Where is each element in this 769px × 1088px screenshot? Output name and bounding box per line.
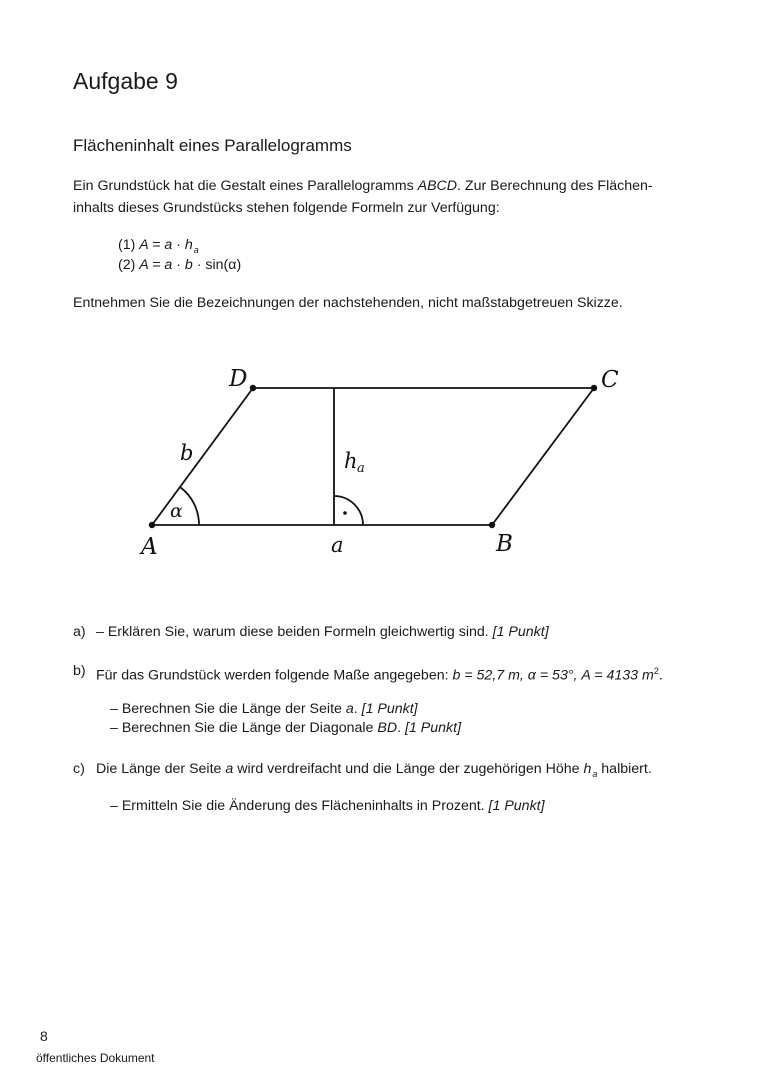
task-b-intro: Für das Grundstück werden folgende Maße angegeben: xyxy=(96,667,453,684)
formula-2 xyxy=(118,256,241,275)
task-c-text xyxy=(96,760,652,780)
side-da xyxy=(152,388,253,525)
intro-paragraph xyxy=(73,175,695,219)
angle-alpha-arc xyxy=(180,487,199,525)
label-angle-alpha: α xyxy=(170,500,183,522)
task-c-text-1: Die Länge der Seite xyxy=(96,761,226,777)
instruction-text: Entnehmen Sie die Bezeichnungen der nachstehenden, nicht maßstabgetreuen Skizze. xyxy=(73,295,623,311)
task-c-text-2: wird verdreifacht und die Länge der zugehörigen Höhe xyxy=(233,761,584,777)
formula-2-expression: A = a · b xyxy=(139,257,193,273)
task-b-sub-1-var: a xyxy=(345,701,354,717)
parallelogram-sketch xyxy=(0,350,769,590)
label-side-b: b xyxy=(180,441,194,465)
task-c-sub-points: [1 Punkt] xyxy=(488,798,545,814)
task-b-end: . xyxy=(658,667,663,684)
task-c-h: h xyxy=(583,761,592,777)
point-b xyxy=(489,522,495,528)
formula-1-number: (1) xyxy=(118,237,140,253)
task-a-question: – Erklären Sie, warum diese beiden Formeln gleichwertig sind. xyxy=(96,624,493,640)
task-a-points: [1 Punkt] xyxy=(492,624,549,640)
task-b-exponent: 2 xyxy=(653,666,659,676)
task-b-values: b = 52,7 m, α = 53°, A = 4133 m xyxy=(452,667,654,684)
task-b-sub-2-points: [1 Punkt] xyxy=(405,720,462,736)
task-b-sub-2 xyxy=(110,719,461,738)
intro-abcd: ABCD xyxy=(417,178,458,194)
task-b-label: b) xyxy=(73,663,86,679)
task-c-text-3: halbiert. xyxy=(597,761,652,777)
side-bc xyxy=(492,388,594,525)
task-c-sub-text: – Ermitteln Sie die Änderung des Flächeninhalts in Prozent. xyxy=(110,798,489,814)
label-height: h xyxy=(344,449,358,473)
task-b-sub-1-text: – Berechnen Sie die Länge der Seite xyxy=(110,701,346,717)
task-c-sub xyxy=(110,797,545,816)
page-number: 8 xyxy=(40,1028,48,1044)
section-subtitle: Flächeninhalt eines Parallelogramms xyxy=(73,136,352,155)
footer-note: öffentliches Dokument xyxy=(36,1051,155,1065)
task-b-sub-1-end: . xyxy=(353,701,362,717)
formula-2-tail: · sin(α) xyxy=(192,257,242,273)
label-vertex-c: C xyxy=(601,367,619,393)
task-b-text xyxy=(96,662,663,686)
task-b-sub-1-points: [1 Punkt] xyxy=(361,701,418,717)
right-angle-dot xyxy=(343,511,347,515)
task-a-label: a) xyxy=(73,624,86,640)
intro-text-2: . Zur Berechnung des Flächen- xyxy=(457,178,653,194)
page-title: Aufgabe 9 xyxy=(73,68,178,94)
point-a xyxy=(149,522,155,528)
intro-text-3: inhalts dieses Grundstücks stehen folgende Formeln zur Verfügung: xyxy=(73,200,500,216)
label-vertex-a: A xyxy=(141,534,158,560)
task-c-h-subscript: a xyxy=(592,769,598,779)
formula-1 xyxy=(118,236,199,256)
task-b-sub-2-end: . xyxy=(397,720,406,736)
task-b-sub-2-text: – Berechnen Sie die Länge der Diagonale xyxy=(110,720,378,736)
task-b-sub-2-var: BD xyxy=(377,720,398,736)
label-side-a: a xyxy=(331,533,344,557)
formula-1-subscript: a xyxy=(193,245,199,255)
point-c xyxy=(591,385,597,391)
point-d xyxy=(250,385,256,391)
formula-1-expression: A = a · h xyxy=(139,237,193,253)
task-c-var: a xyxy=(225,761,234,777)
label-vertex-d: D xyxy=(229,366,248,392)
task-c-label: c) xyxy=(73,761,85,777)
right-angle-arc xyxy=(334,496,363,525)
task-b-sub-1 xyxy=(110,700,418,719)
label-vertex-b: B xyxy=(496,531,513,557)
formula-2-number: (2) xyxy=(118,257,140,273)
intro-text-1: Ein Grundstück hat die Gestalt eines Parallelogramms xyxy=(73,178,418,194)
label-height-subscript: a xyxy=(357,461,365,476)
task-a-text xyxy=(96,623,549,642)
